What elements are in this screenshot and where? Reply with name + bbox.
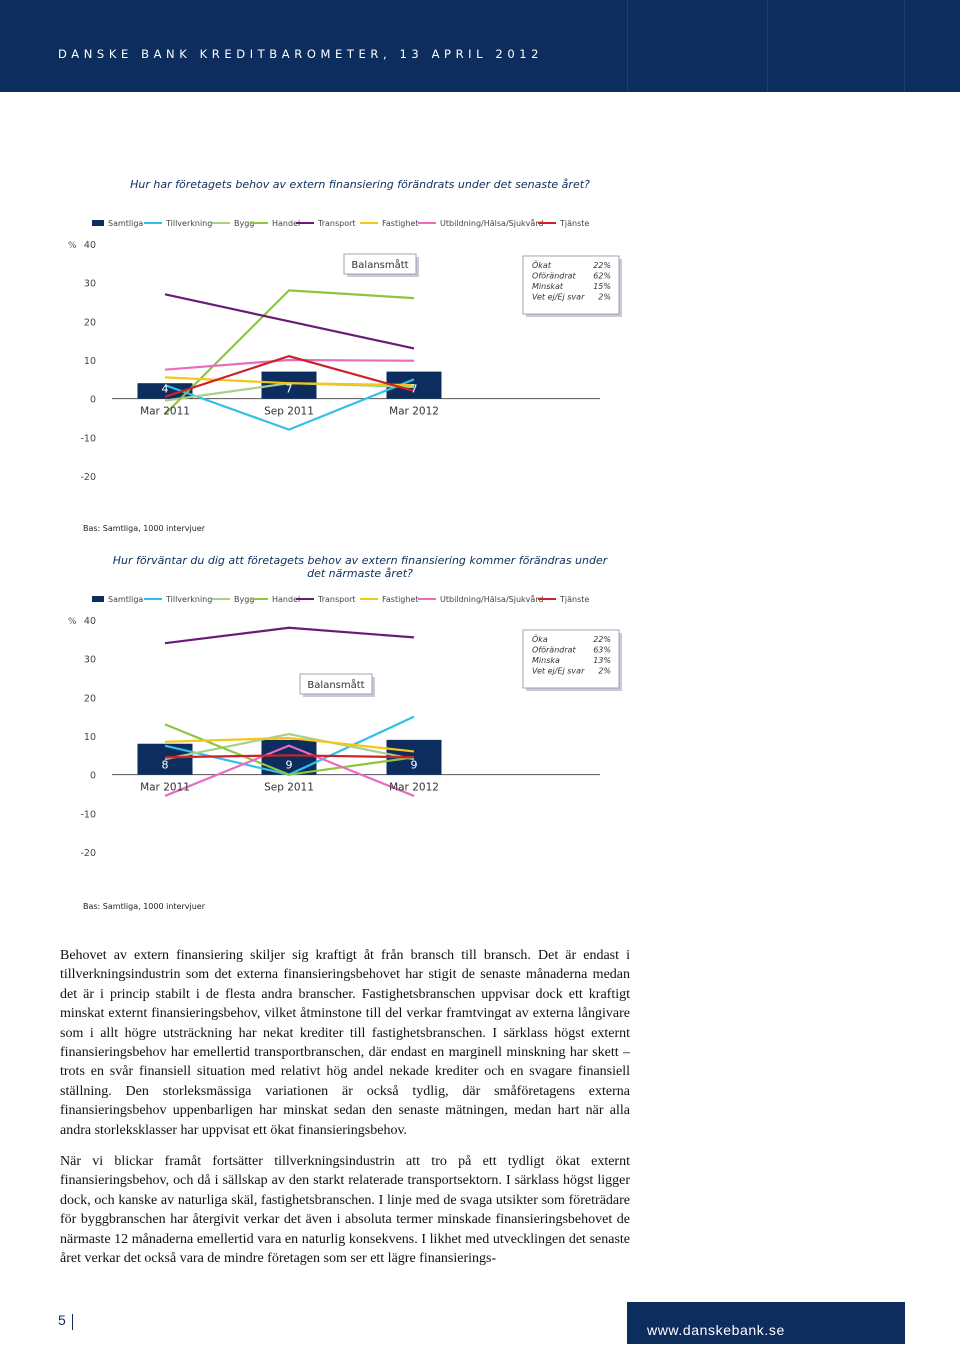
y-tick-label: -20 — [80, 472, 96, 483]
stats-row-value: 15% — [593, 282, 611, 291]
header-divider — [904, 0, 905, 92]
legend-label-4: Handel — [272, 219, 301, 228]
stats-row-value: 13% — [593, 656, 611, 665]
bar-value-label: 4 — [161, 382, 169, 396]
x-category-label: Sep 2011 — [264, 781, 314, 794]
stats-row-value: 22% — [593, 635, 611, 644]
bar-value-label: 9 — [285, 758, 293, 772]
y-tick-label: 10 — [83, 732, 96, 743]
legend-label-6: Fastighet — [382, 595, 419, 604]
legend-label-5: Transport — [318, 595, 356, 604]
bar-value-label: 9 — [410, 758, 418, 772]
y-tick-label: 10 — [83, 356, 96, 367]
legend-label-7: Utbildning/Hälsa/Sjukvård — [440, 219, 544, 228]
legend-label-7: Utbildning/Hälsa/Sjukvård — [440, 595, 544, 604]
footer-banner — [627, 1302, 905, 1344]
chart1 — [0, 214, 960, 514]
x-category-label: Mar 2011 — [140, 781, 190, 794]
y-tick-label: 30 — [83, 654, 96, 666]
stats-row-value: 62% — [593, 271, 611, 281]
y-tick-label: 20 — [83, 693, 96, 705]
y-tick-label: -10 — [80, 433, 96, 445]
y-tick-label: 20 — [83, 317, 96, 329]
page-number-divider — [72, 1314, 73, 1330]
report-title: DANSKE BANK KREDITBAROMETER, 13 APRIL 2012 — [58, 47, 544, 61]
y-tick-label: 40 — [83, 240, 96, 251]
x-category-label: Mar 2011 — [140, 405, 190, 418]
legend-label-5: Transport — [318, 219, 356, 228]
legend-label-2: Tillverkning — [166, 595, 213, 604]
stats-row-label: Minska — [532, 656, 560, 665]
series-line — [165, 628, 414, 643]
balans-label: Balansmått — [351, 260, 409, 271]
y-tick-label: 30 — [83, 278, 96, 290]
chart2-title: Hur förväntar du dig att företagets behov av extern finansiering kommer förändras under det närmaste året? — [112, 554, 608, 580]
legend-label-4: Handel — [272, 595, 301, 604]
x-category-label: Mar 2012 — [389, 405, 439, 418]
x-category-label: Mar 2012 — [389, 781, 439, 794]
stats-row-label: Vet ej/Ej svar — [532, 666, 585, 676]
header-divider — [767, 0, 768, 92]
stats-row-label: Vet ej/Ej svar — [532, 292, 585, 302]
legend-label-6: Fastighet — [382, 219, 419, 228]
y-axis-unit: % — [68, 617, 77, 627]
stats-row-label: Oförändrat — [532, 645, 576, 655]
body-paragraph: Behovet av extern finansiering skiljer sig kraftigt åt från bransch till bransch. Det är endast i tillverkningsindustrin som det externa finansieringsbehovet har stigit de senaste månaderna medan det är i princip stabilt i de flesta andra branscher. Fastighetsbranschen uppvisar dock ett kraftigt minskat externt finansieringsbehov, vilket åtminstone till del verkar framtvingat av externa långivare som i allt högre utsträckning har nekat krediter till fastighetsbranschen. I särklass högst externt finansieringsbehov har emellertid transportbranschen, där endast en marginell minskning har skett – trots en svår finansiell situation med relativt hög andel nekade krediter och en svagare finansiell ställning. Den storleksmässiga variationen är också tydlig, där småföretagens externa finansieringsbehov uppenbarligen har minskat sedan den senaste mätningen, medan hart när alla andra storleksklasser har uppvisat ett ökat finansieringsbehov. — [60, 948, 630, 1138]
stats-row-value: 63% — [593, 645, 611, 655]
page-number: 5 — [58, 1312, 66, 1328]
legend-label-3: Bygg — [234, 595, 255, 604]
legend-label-8: Tjänste — [560, 219, 590, 228]
legend-label-1: Samtliga — [108, 219, 144, 228]
x-category-label: Sep 2011 — [264, 405, 314, 418]
chart2 — [0, 590, 960, 890]
y-tick-label: 0 — [89, 394, 96, 406]
legend-label-1: Samtliga — [108, 595, 144, 604]
stats-row-value: 2% — [598, 292, 611, 302]
stats-row-label: Ökat — [532, 261, 551, 270]
stats-row-value: 22% — [593, 261, 611, 270]
bar-value-label: 7 — [285, 382, 293, 396]
chart2-base-note: Bas: Samtliga, 1000 intervjuer — [83, 902, 205, 911]
body-text — [60, 946, 630, 1281]
header-divider — [627, 0, 628, 92]
body-paragraph: När vi blickar framåt fortsätter tillverkningsindustrin att tro på ett tydligt ökat externt finansieringsbehov, och då i sällskap av den starkt relaterade transportsektorn. I särklass högst ligger dock, och kanske av naturliga skäl, fastighetsbranschen. I linje med de svaga utsikter som företrädare för byggbranschen har återgivit verkar det även i absoluta termer minskade finansieringsbehovet de närmaste 12 månaderna emellertid vara en naturlig konsekvens. I likhet med utvecklingen det senaste året verkar det också vara de mindre företagen som ser ett lägre finansierings- — [60, 1154, 630, 1267]
chart1-base-note: Bas: Samtliga, 1000 intervjuer — [83, 524, 205, 533]
y-tick-label: 40 — [83, 616, 96, 627]
series-line — [165, 360, 414, 370]
y-tick-label: 0 — [89, 770, 96, 782]
bar-value-label: 8 — [161, 758, 169, 772]
legend-label-2: Tillverkning — [166, 219, 213, 228]
stats-row-label: Oförändrat — [532, 271, 576, 281]
series-line — [165, 294, 414, 348]
legend-label-8: Tjänste — [560, 595, 590, 604]
website-link[interactable]: www.danskebank.se — [647, 1322, 785, 1338]
stats-row-value: 2% — [598, 666, 611, 676]
y-axis-unit: % — [68, 241, 77, 251]
chart1-title: Hur har företagets behov av extern finansiering förändrats under det senaste året? — [130, 178, 590, 191]
bar-value-label: 7 — [410, 382, 418, 396]
balans-label: Balansmått — [307, 680, 365, 691]
stats-row-label: Minskat — [532, 282, 564, 291]
stats-row-label: Öka — [532, 635, 548, 644]
legend-label-3: Bygg — [234, 219, 255, 228]
page-header — [0, 0, 960, 92]
y-tick-label: -10 — [80, 809, 96, 821]
y-tick-label: -20 — [80, 848, 96, 859]
